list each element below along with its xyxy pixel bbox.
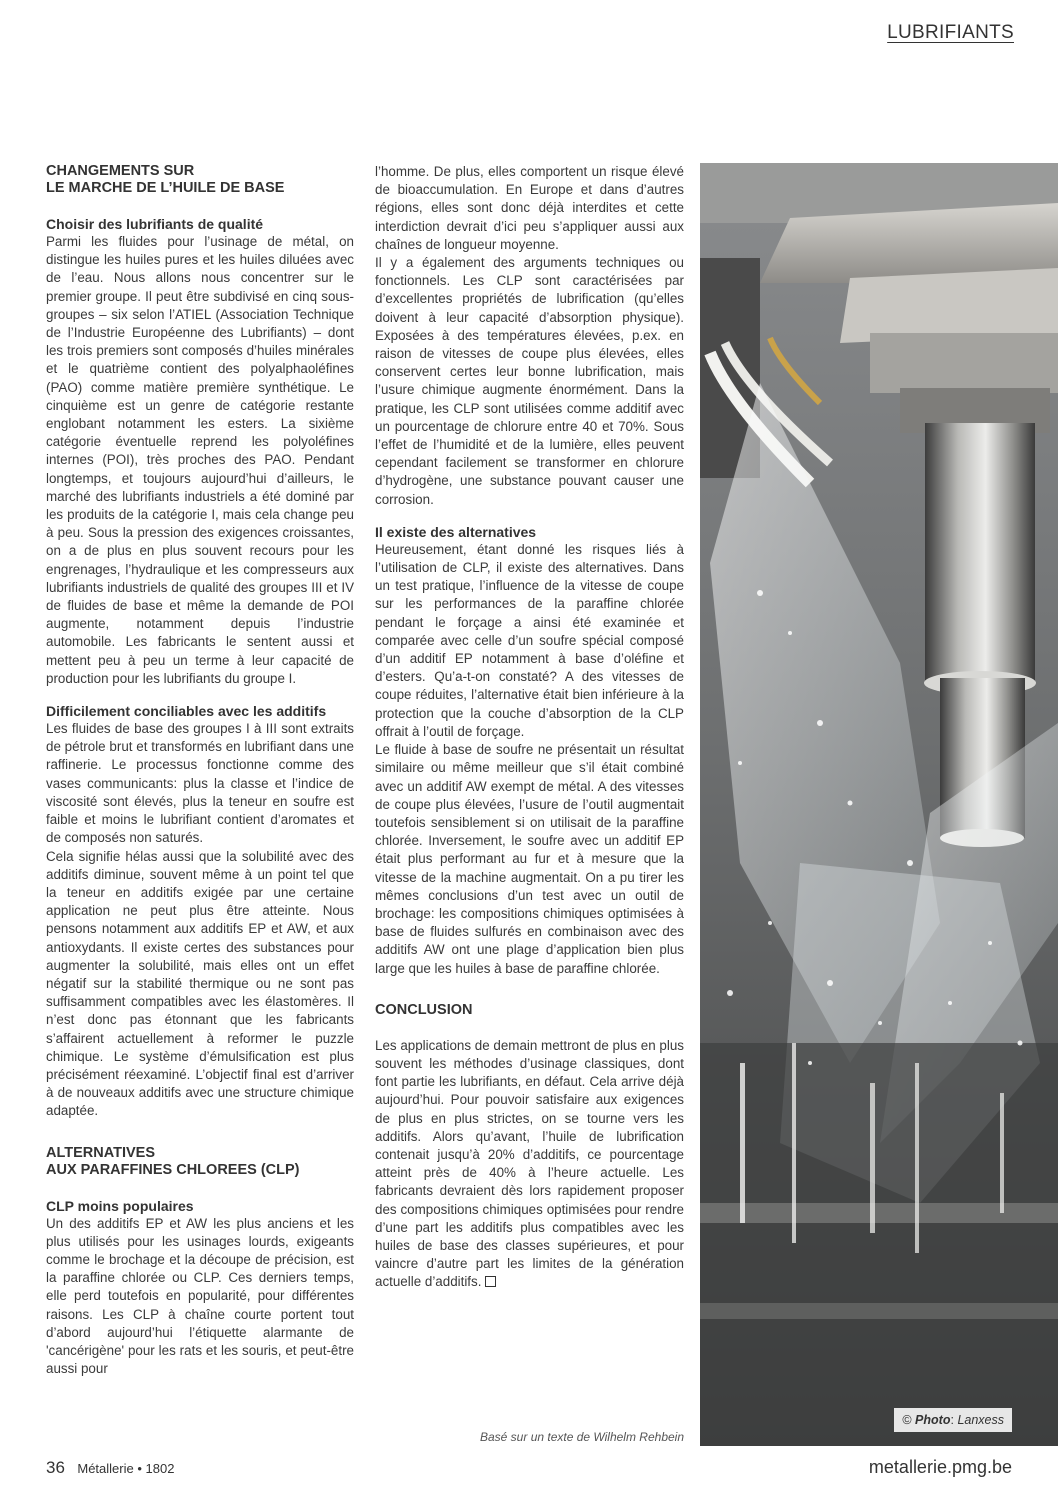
publication-issue: Métallerie • 1802 [77,1461,175,1476]
paragraph: l’homme. De plus, elles comportent un risque élevé de bioaccumulation. En Europe et dans d’autres régions, elles sont donc déjà interdites et cette interdiction devrait d’ici peu s’appliquer aussi aux chaînes de longueur moyenne. [375,164,684,252]
subheading-alternatives-exist: Il existe des alternatives [375,523,537,540]
page-number: 36 [46,1458,65,1477]
footer-left [46,1458,174,1478]
section-header: LUBRIFIANTS [887,22,1014,43]
text-column-2 [375,163,684,1292]
subheading-clp-less-popular: CLP moins populaires [46,1197,194,1214]
paragraph-conclusion [375,1037,684,1292]
heading-line: AUX PARAFFINES CHLOREES (CLP) [46,1161,300,1178]
conclusion-text: Les applications de demain mettront de plus en plus souvent les méthodes d’usinage classiques, dont font partie les lubrifiants, en défaut. Cela arrive déjà aujourd’hui. Pour pouvoir satisfaire aux exigences de plus en plus strictes, on se tourne vers les additifs. Alors qu’avant, l’huile de lubrification contenait jusqu’à 20% d’additifs, ce pourcentage atteint près de 40% à l’heure actuelle. Les fabricants devraient dès lors rapidement proposer des compositions chimiques optimisées pour rendre d’une part les additifs plus compatibles avec les huiles de base des classes supérieures, et pour vaincre d’autre part les limites de la génération actuelle d’additifs. [375,1037,684,1290]
paragraph: Le fluide à base de soufre ne présentait un résultat similaire ou même meilleur que s’il était combiné avec un additif AW exempt de métal. A des vitesses de coupe plus élevées, l’usure de l’outil augmentait toutefois sensiblement si on utilisait de la paraffine chlorée. Inversement, le soufre avec un additif EP était plus performant au fur et à mesure que la vitesse de la machine augmentait. On a pu tirer les mêmes conclusions d’un test avec un outil de brochage: les compositions chimiques optimisées à base de fluides sulfurés en combinaison avec des additifs AW ont une plage d’application bien plus large que les huiles à base de paraffine chlorée. [375,742,684,976]
photo-credit-name: Lanxess [957,1413,1004,1427]
heading-line: ALTERNATIVES [46,1144,156,1161]
square-end-mark-icon [485,1276,496,1287]
heading-alternatives-clp [46,1145,354,1179]
subheading-additives: Difficilement conciliables avec les additifs [46,703,327,720]
source-attribution: Basé sur un texte de Wilhelm Rehbein [480,1430,684,1444]
paragraph: Un des additifs EP et AW les plus anciens et les plus utilisés pour les usinages lourds, exigeants comme le brochage et la découpe de précision, est la paraffine chlorée ou CLP. Ces derniers temps, elle perd toutefois en popularité, pour différentes raisons. Les CLP à chaîne courte portent tout d’abord aujourd’hui l’étiquette alarmante de 'cancérigène' pour les rats et les souris, et peut-être aussi pour [46,1215,354,1377]
subheading-quality-lubricants: Choisir des lubrifiants de qualité [46,216,264,232]
website-link[interactable]: metallerie.pmg.be [868,1457,1012,1477]
machining-photo-illustration [700,163,1058,1446]
photo-credit-colon: : [950,1413,954,1427]
paragraph: Parmi les fluides pour l’usinage de métal, on distingue les huiles pures et les huiles diluées avec de l’eau. Nous allons nous concentrer sur le premier groupe. Il peut être subdivisé en cinq sous-groupes – six selon l’ATIEL (Association Technique de l’Industrie Européenne des Lubrifiants) – dont les trois premiers sont composés d’huiles minérales et le quatrième contient des polyalphaoléfines (PAO) comme matière première synthétique. Le cinquième est un genre de catégorie restante englobant notamment les esters. La sixième catégorie éventuelle reprend les polyoléfines internes (POI), très proches des PAO. Pendant longtemps, et toujours aujourd’hui d’ailleurs, le marché des lubrifiants industriels a été dominé par les produits de la catégorie I, mais cela change peu à peu. Sous la pression des exigences croissantes, on a de plus en plus souvent recours pour les engrenages, l’hydraulique et les compresseurs aux lubrifiants industriels de qualité des groupes III et IV de fluides de base et même la demande de POI augmente, notamment depuis l’industrie automobile. Les fabricants le sentent aussi et mettent peu à peu un terme à leur capacité de production pour les lubrifiants du groupe I. [46,234,354,686]
machining-photo [700,163,1058,1446]
paragraph: Cela signifie hélas aussi que la solubilité avec des additifs diminue, souvent même à un point tel que la teneur en additifs exigée par une certaine application ne peut plus être atteinte. Nous pensons notamment aux additifs EP et AW, et aux antioxydants. Il existe certes des substances pour augmenter la solubilité, mais elles ont un effet négatif sur la stabilité thermique ou ne sont pas suffisamment compatibles avec les élastomères. Il n’est donc pas étonnant que les fabricants s’affairent actuellement à reformer le puzzle chimique. Le système d’émulsification est plus précisément réexaminé. L’objectif final est d’arriver à de nouveaux additifs avec une structure chimique adaptée. [46,848,354,1119]
photo-credit-label: Photo [915,1413,951,1427]
paragraph: Heureusement, étant donné les risques liés à l’utilisation de CLP, il existe des alternatives. Dans un test pratique, l’influence de la vitesse de coupe sur les performances de la paraffine chlorée pendant le forçage a ainsi été examinée et comparée avec celle d’un soufre spécial composé d’un additif EP notamment à base d’oléfine et d’esters. Qu’a-t-on constaté? A des vitesses de coupe réduites, l’alternative était bien inférieure à la protection que la couche d’absorption de la CLP offrait à l’outil de forçage. [375,541,684,739]
text-column-1 [46,163,354,1378]
paragraph: Il y a également des arguments techniques ou fonctionnels. Les CLP sont caractérisées par d’excellentes propriétés de lubrification (qu’elles doivent à leur capacité d’absorption physique). Exposées à des températures élevées, p.ex. en raison de vitesses de coupe plus élevées, elles conservent certes leur bonne lubrification, mais l’usure chimique augmente énormément. Dans la pratique, les CLP sont utilisées comme additif avec un pourcentage de chlorure entre 40 et 70%. Sous l’effet de l’humidité et de la lumière, elles peuvent cependant facilement se transformer en chlorure d’hydrogène, une substance pouvant causer une corrosion. [375,255,684,507]
copyright-symbol: © [902,1413,912,1427]
heading-line: LE MARCHE DE L’HUILE DE BASE [46,180,285,196]
heading-conclusion: CONCLUSION [375,1001,473,1018]
heading-line: CHANGEMENTS SUR [46,163,195,179]
paragraph: Les fluides de base des groupes I à III sont extraits de pétrole brut et transformés en lubrifiant dans une raffinerie. Le processus fonctionne comme des vases communicants: plus la classe et l’indice de viscosité sont élevés, plus la teneur en soufre est faible et moins le lubrifiant contient d’aromates et de composés non saturés. [46,721,354,846]
heading-base-oil-market [46,163,354,197]
photo-credit [894,1408,1012,1432]
